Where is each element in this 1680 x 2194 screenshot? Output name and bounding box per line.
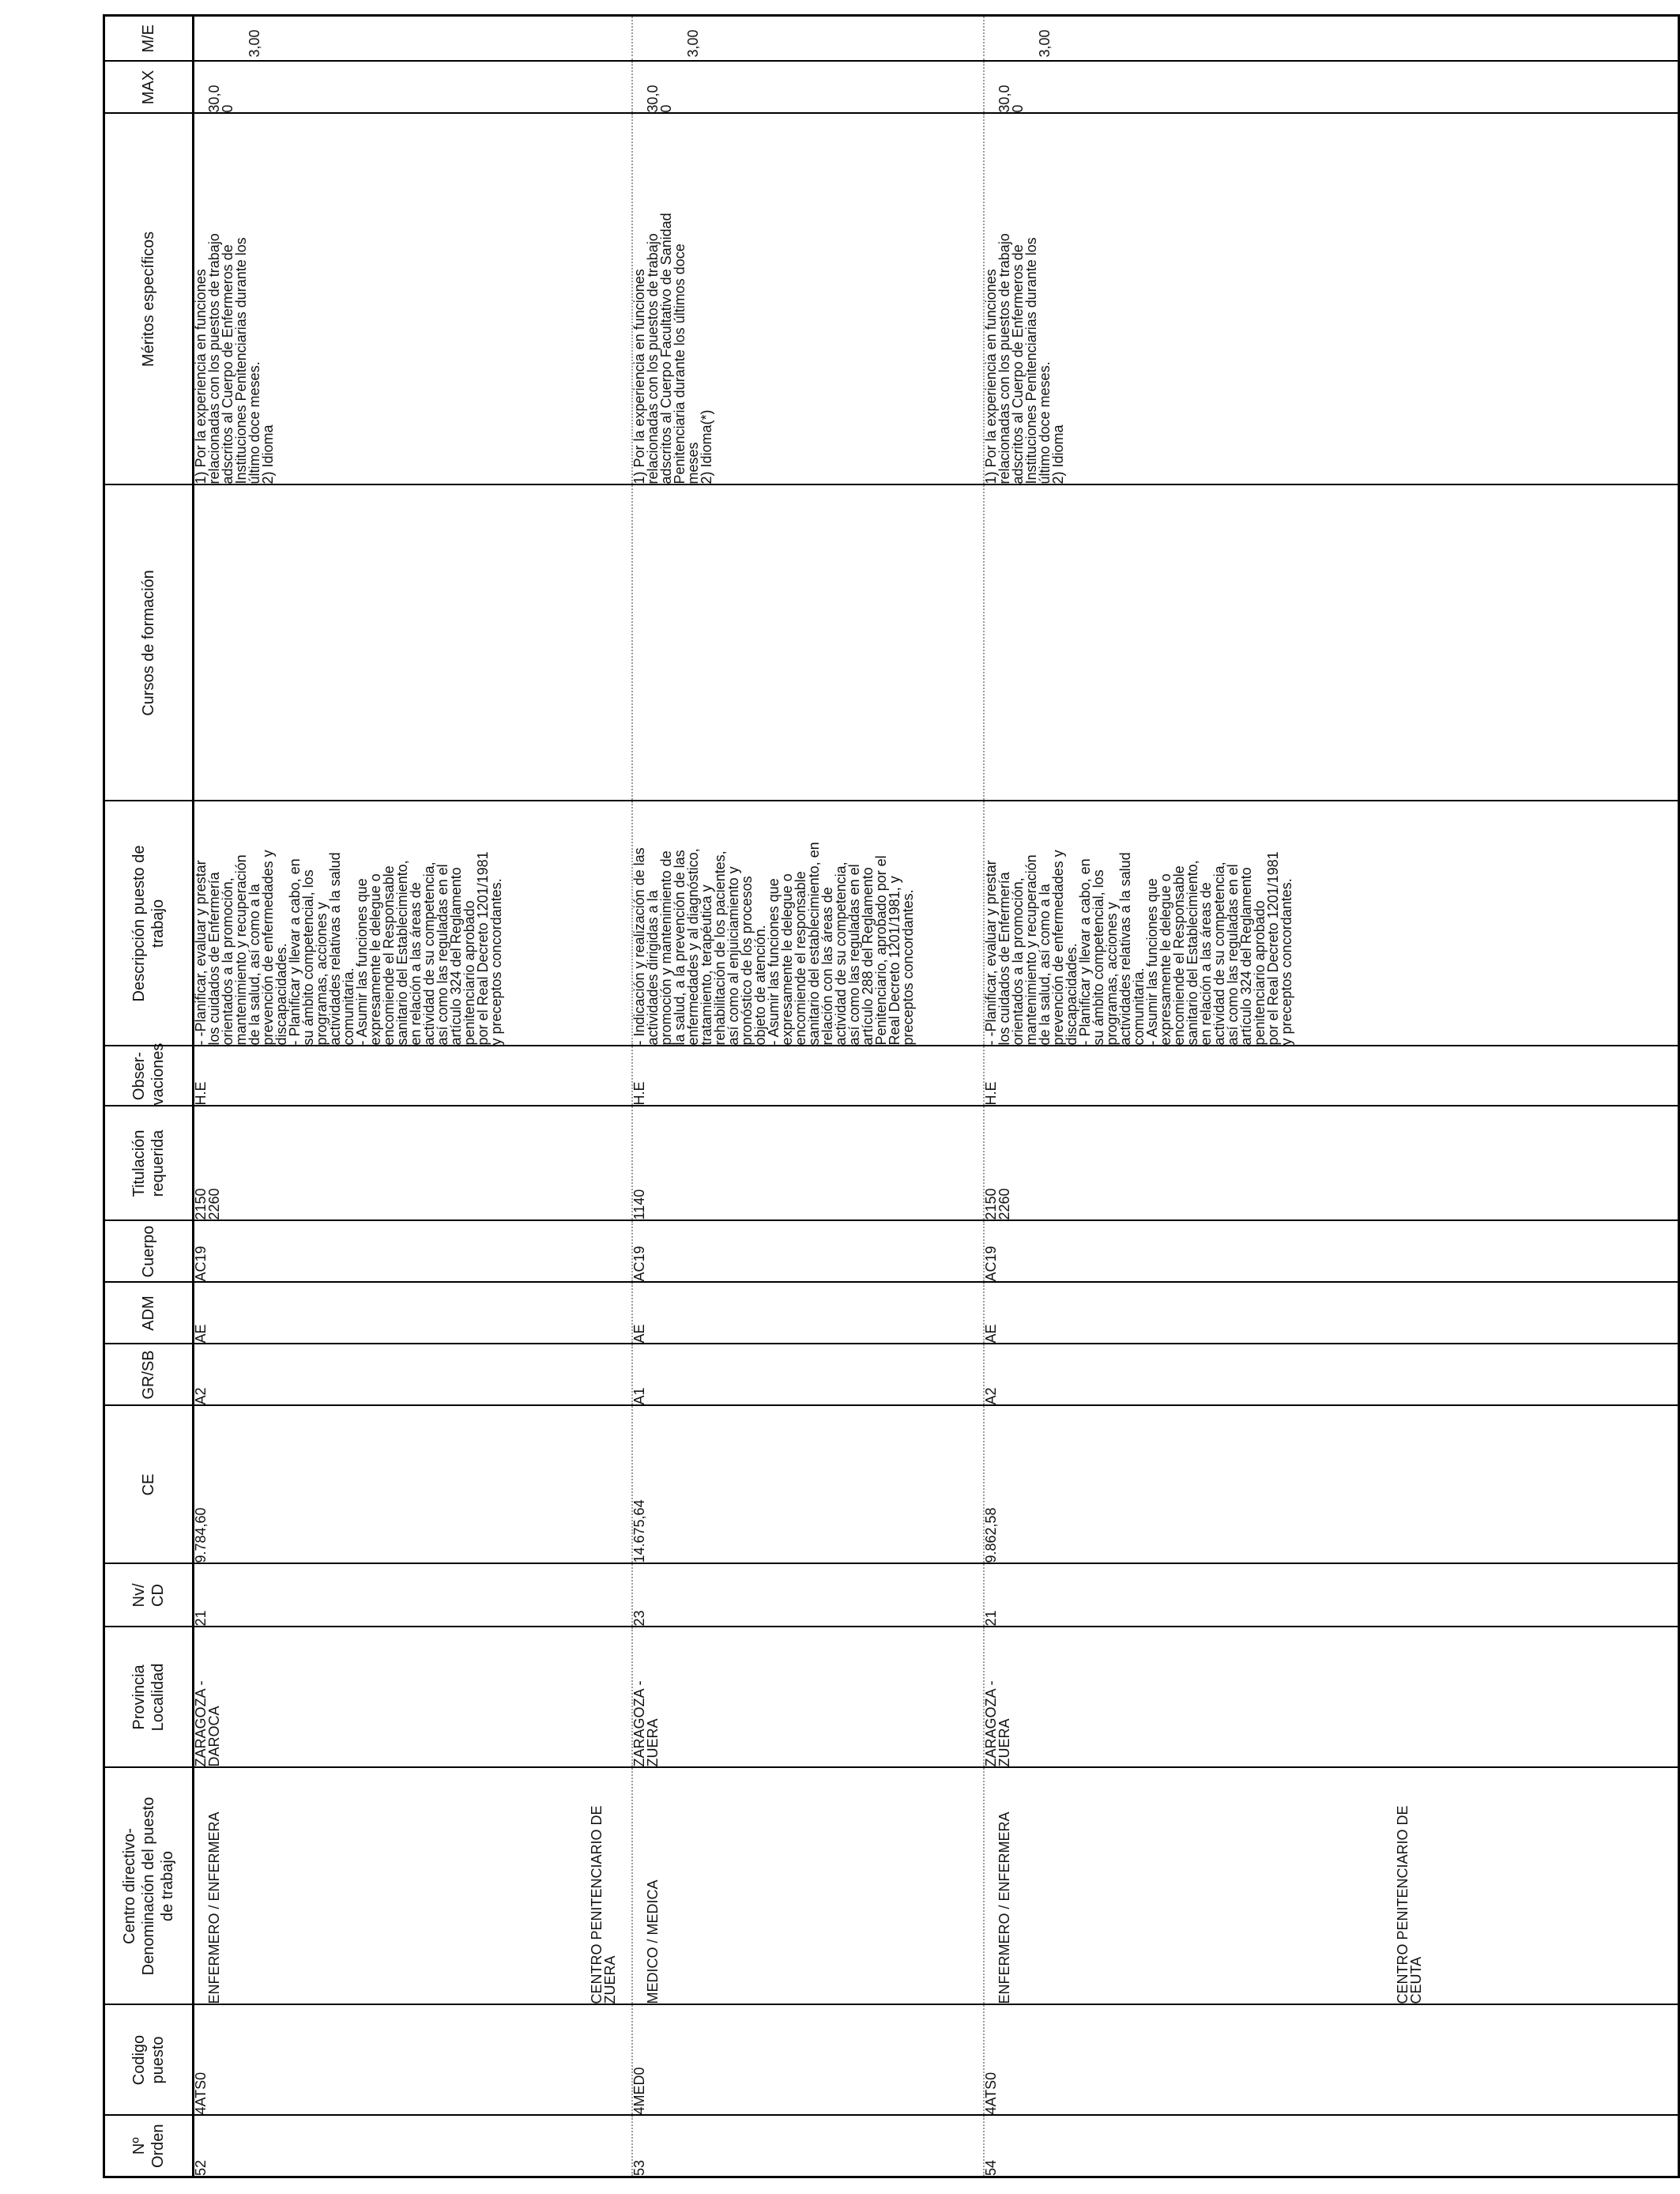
cell-cuerpo: AC19 [632,1221,984,1283]
cell-codigo: 4ATS0 [984,2005,1679,2116]
header-orden: Nº Orden [104,2116,194,2177]
cell-centro [194,1768,632,2005]
cell-descripcion: - -Planificar, evaluar y prestar los cuidados de Enfermería orientados a la promoción, mantenimiento y recuperación de la salud, así como a la prevención de enfermedades y discapacidades. - Planificar y llevar a cabo, en su ámbito competencial, los programas, acciones y actividades relativas a la salud comunitaria. - Asumir las funciones que expresamente le delegue o encomiende el Responsable sanitario del Establecimiento, en relación a las áreas de actividad de su competencia, así como las reguladas en el artículo 324 del Reglamento penitenciario aprobado por el Real Decreto 1201/1981 y preceptos concordantes. [194,801,632,1046]
cell-me [984,16,1679,62]
cell-nivel: 21 [194,1564,632,1627]
cell-centro-next: CENTRO PENITENCIARIO DE CEUTA [1394,1805,1424,2004]
header-codigo: Codigo puesto [104,2005,194,2116]
cell-nivel: 23 [632,1564,984,1627]
cell-titulacion: 1140 [632,1106,984,1221]
header-meritos: Méritos específicos [104,114,194,485]
header-titulacion: Titulación requerida [104,1106,194,1221]
cell-orden: 53 [632,2116,984,2177]
cell-centro-next: CENTRO PENITENCIARIO DE ZUERA [589,1805,618,2004]
cell-codigo: 4ATS0 [194,2005,632,2116]
cell-ce: 9.784,60 [194,1406,632,1564]
cell-descripcion: - Indicación y realización de las actividades dirigidas a la promoción y mantenimiento de la salud, a la prevención de las enfermedades y al diagnóstico, tratamiento, terapéutica y rehabilitación de los pacientes, así como al enjuiciamiento y pronóstico de los procesos objeto de atención. - Asumir las funciones que expresamente le delegue o encomiende el responsable sanitario del establecimiento, en relación con las áreas de actividad de su competencia, así como las reguladas en el artículo 288 del Reglamento Penitenciario, aprobado por el Real Decreto 1201/1981, y preceptos concordantes. [632,801,984,1046]
header-cursos: Cursos de formación [104,485,194,801]
header-grsb: GR/SB [104,1344,194,1406]
cell-observaciones: H.E [632,1046,984,1106]
table-row [632,16,984,2177]
cell-provincia: ZARAGOZA - ZUERA [984,1627,1679,1768]
cell-grsb: A1 [632,1344,984,1406]
cell-max: 30,0 0 3,00 [632,62,984,114]
header-cuerpo: Cuerpo [104,1221,194,1283]
cell-orden: 52 [194,2116,632,2177]
cell-cursos [632,485,984,801]
cell-meritos: 1) Por la experiencia en funciones relacionadas con los puestos de trabajo adscritos al Cuerpo de Enfermeros de Instituciones Penitenciarias durante los último doce meses. 2) Idioma [984,114,1679,485]
header-observaciones: Obser- vaciones [104,1046,194,1106]
cell-titulacion: 2150 2260 [194,1106,632,1221]
table-row [984,16,1679,2177]
cell-orden: 54 [984,2116,1679,2177]
cell-codigo: 4MED0 [632,2005,984,2116]
cell-titulacion: 2150 2260 [984,1106,1679,1221]
cell-cursos [984,485,1679,801]
cell-max: 30,0 0 3,00 [194,62,632,114]
header-ce: CE [104,1406,194,1564]
cell-observaciones: H.E [984,1046,1679,1106]
cell-grsb: A2 [984,1344,1679,1406]
header-adm: ADM [104,1283,194,1344]
cell-adm: AE [984,1283,1679,1344]
cell-nivel: 21 [984,1564,1679,1627]
cell-centro [632,1768,984,2005]
header-nivel: Nv/ CD [104,1564,194,1627]
cell-meritos: 1) Por la experiencia en funciones relacionadas con los puestos de trabajo adscritos al Cuerpo Facultativo de Sanidad Penitenciaria durante los últimos doce meses 2) Idioma(*) [632,114,984,485]
header-max: MAX [104,62,194,114]
cell-provincia: ZARAGOZA - ZUERA [632,1627,984,1768]
cell-grsb: A2 [194,1344,632,1406]
cell-observaciones: H.E [194,1046,632,1106]
positions-table [103,14,1680,2178]
header-me: M/E [104,16,194,62]
cell-cuerpo: AC19 [984,1221,1679,1283]
cell-adm: AE [632,1283,984,1344]
table-row [194,16,632,2177]
header-centro: Centro directivo- Denominación del puesto de trabajo [104,1768,194,2005]
cell-ce: 14.675,64 [632,1406,984,1564]
header-descripcion: Descripción puesto de trabajo [104,801,194,1046]
max-value-1: 30,0 0 [996,85,1026,113]
cell-meritos: 1) Por la experiencia en funciones relacionadas con los puestos de trabajo adscritos al Cuerpo de Enfermeros de Instituciones Penitenciarias durante los último doce meses. 2) Idioma [194,114,632,485]
header-row [104,16,194,2177]
max-value-1: 30,0 0 [644,85,674,113]
cell-ce: 9.862,58 [984,1406,1679,1564]
cell-denominacion: ENFERMERO / ENFERMERA [206,1811,222,2004]
cell-adm: AE [194,1283,632,1344]
cell-provincia: ZARAGOZA - DAROCA [194,1627,632,1768]
cell-centro [984,1768,1679,2005]
cell-denominacion: MEDICO / MEDICA [644,1879,661,2004]
header-provincia: Provincia Localidad [104,1627,194,1768]
cell-descripcion: - -Planificar, evaluar y prestar los cuidados de Enfermería orientados a la promoción, mantenimiento y recuperación de la salud, así como a la prevención de enfermedades y discapacidades. - Planificar y llevar a cabo, en su ámbito competencial, los programas, acciones y actividades relativas a la salud comunitaria. - Asumir las funciones que expresamente le delegue o encomiende el Responsable sanitario del Establecimiento, en relación a las áreas de actividad de su competencia, así como las reguladas en el artículo 324 del Reglamento penitenciario aprobado por el Real Decreto 1201/1981 y preceptos concordantes. [984,801,1679,1046]
max-value-1: 30,0 0 [206,85,235,113]
cell-denominacion: ENFERMERO / ENFERMERA [996,1811,1012,2004]
cell-max: 30,0 0 3,00 [984,62,1679,114]
cell-cuerpo: AC19 [194,1221,632,1283]
cell-cursos [194,485,632,801]
